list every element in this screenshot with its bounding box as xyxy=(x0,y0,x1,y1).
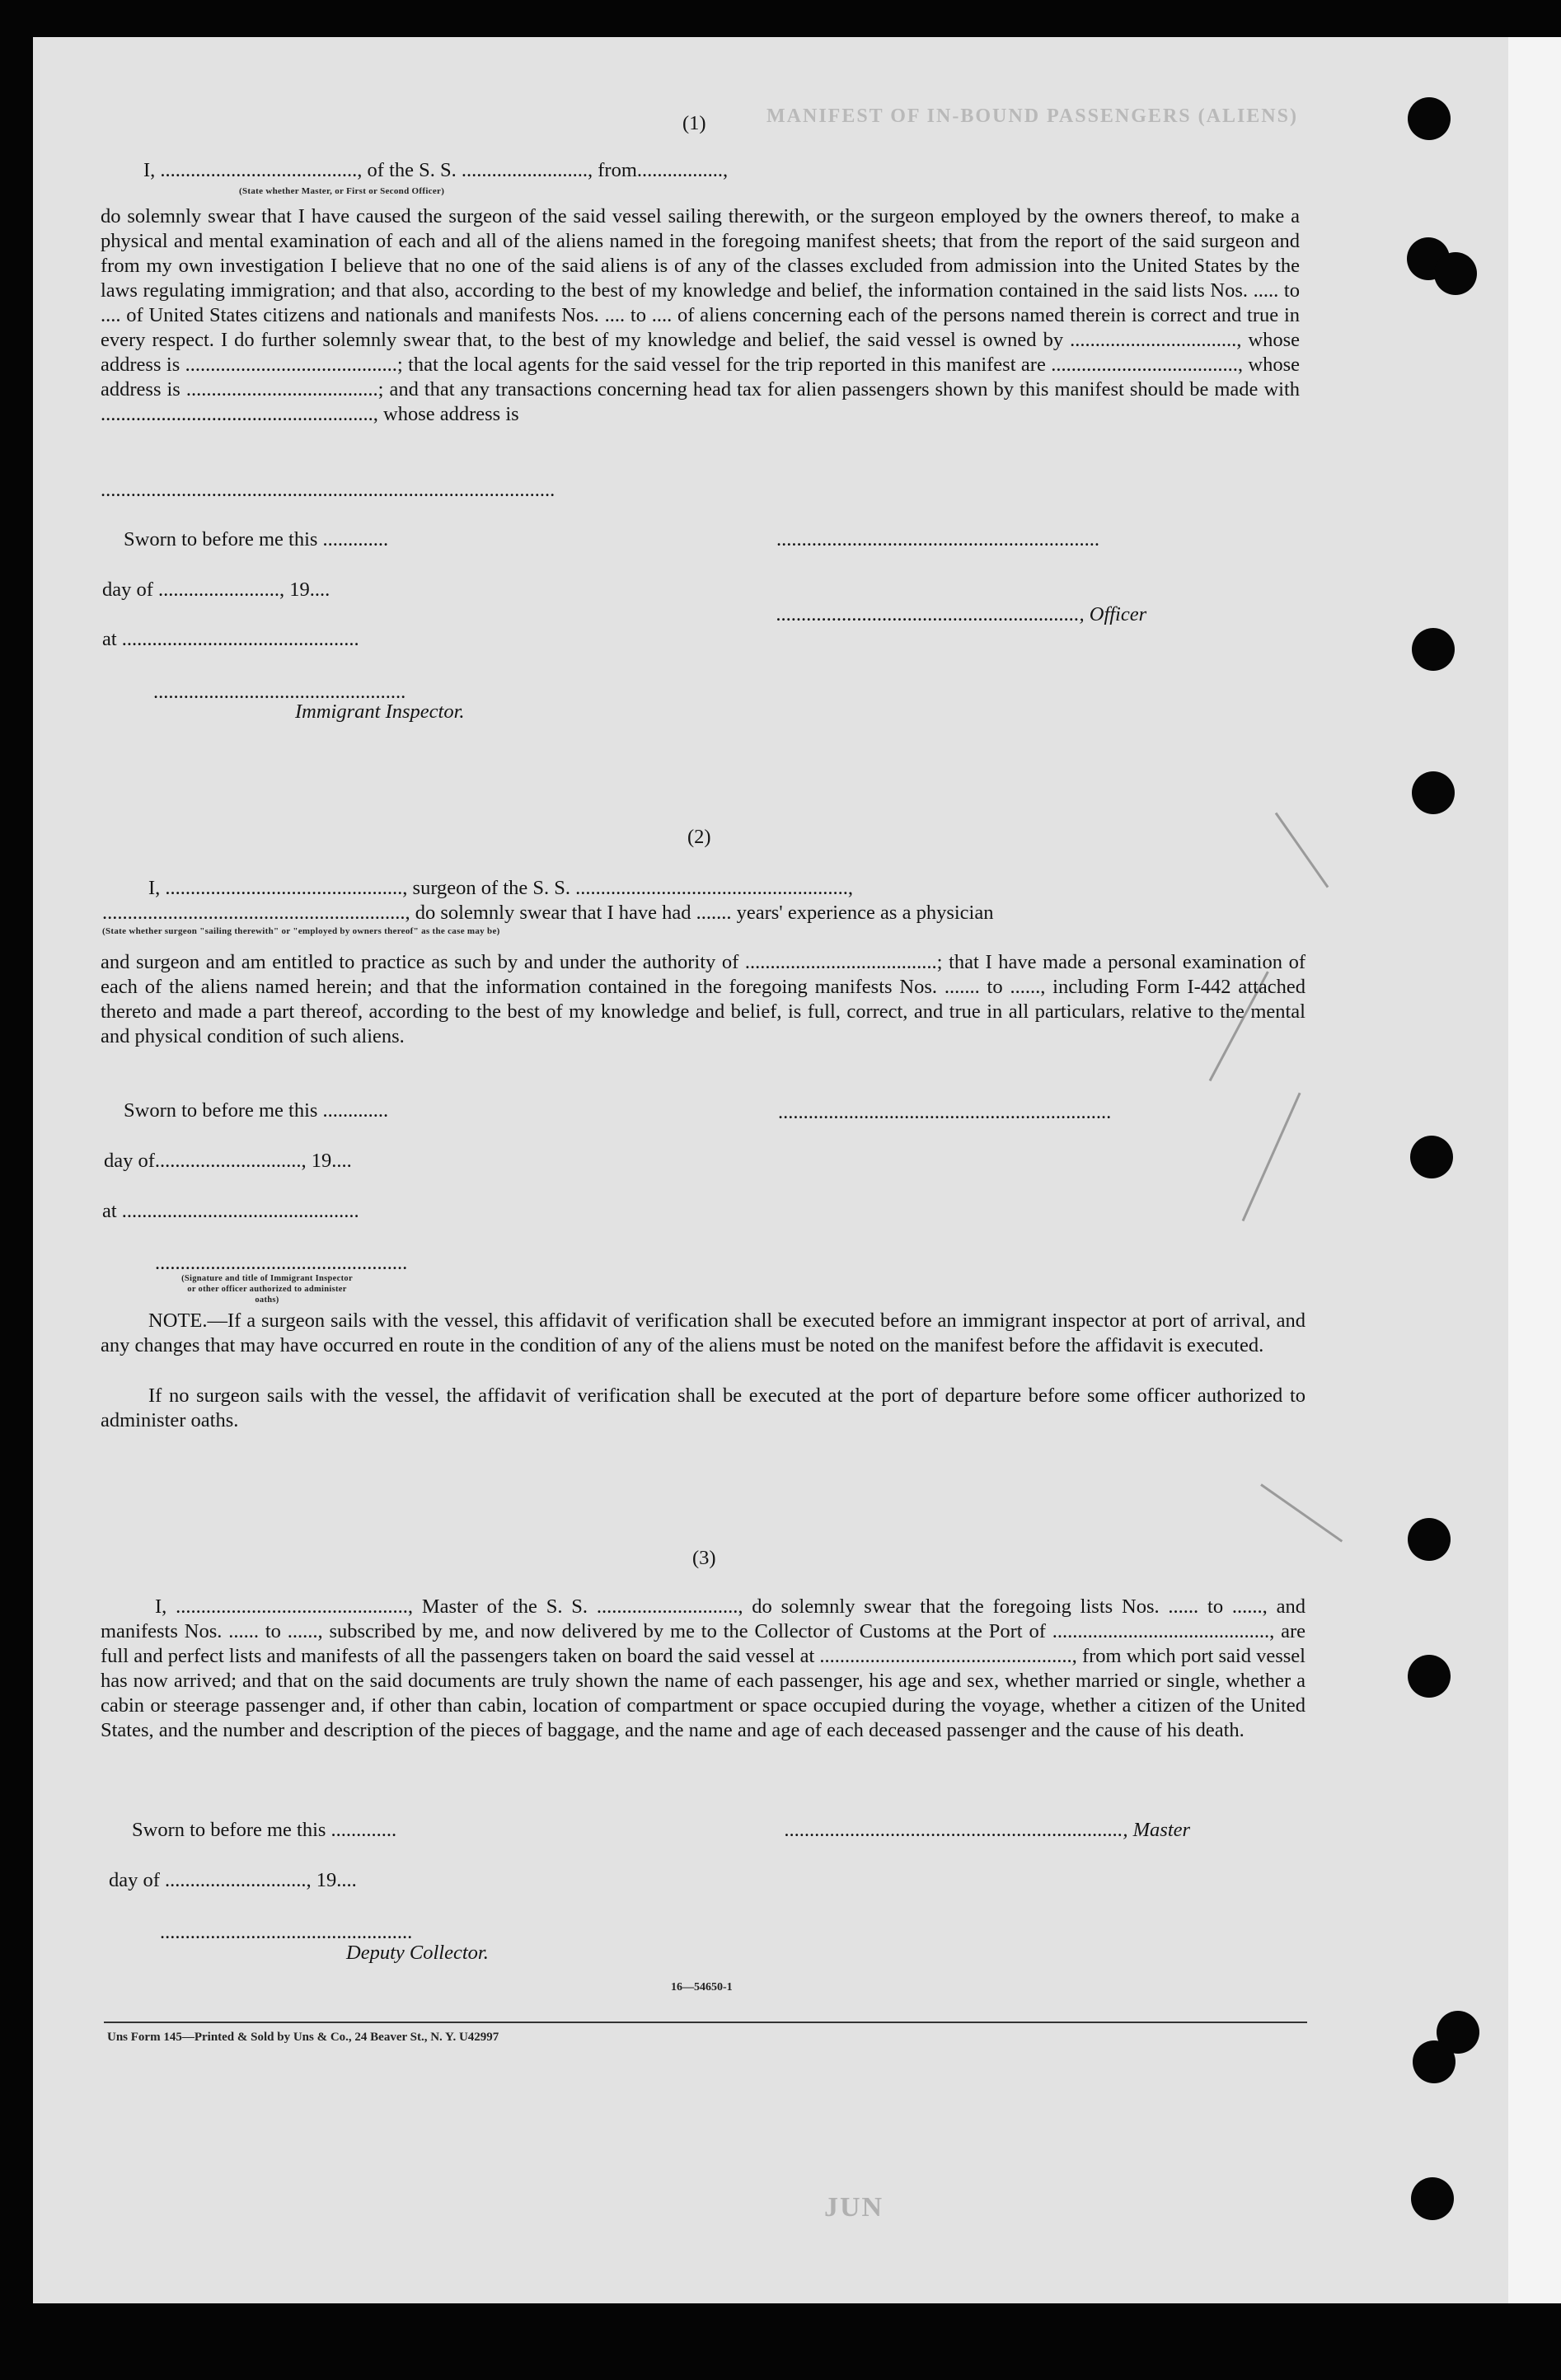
punch-hole xyxy=(1413,2040,1456,2083)
printer-footer: Uns Form 145—Printed & Sold by Uns & Co., 24 Beaver St., N. Y. U42997 xyxy=(107,2031,499,2044)
section-2-number: (2) xyxy=(687,826,711,848)
section-1-body: do solemnly swear that I have caused the surgeon of the said vessel sailing therewith, or the surgeon employed by the owners thereof, to make a physical and mental examination of each and all of the aliens named in the foregoing manifest sheets; that from the report of the said surgeon and from my own investigation I believe that no one of the said aliens is of any of the classes excluded from admission into the United States by the laws regulating immigration; and that also, according to the best of my knowledge and belief, the information contained in the said lists Nos. ..... to .... of United States citizens and nationals and manifests Nos. .... to .... of aliens concerning each of the persons named therein is correct and true in every respect. I do further solemnly swear that, to the best of my knowledge and belief, the said vessel is owned by ................................., whose address is ..........................................; that the local agents for the said vessel for the trip reported in this manifest are ....................................., whose address is ......................................; and that any transactions concerning head tax for alien passengers shown by this manifest should be made with ......................................................, whose address is xyxy=(101,205,1300,425)
punch-hole xyxy=(1408,97,1451,140)
punch-hole xyxy=(1410,1136,1453,1178)
section-1-number: (1) xyxy=(682,112,706,134)
section-2-note: (State whether surgeon "sailing therewith" or "employed by owners thereof" as the case may be) xyxy=(102,926,500,936)
section-2-note-paragraph-2: If no surgeon sails with the vessel, the affidavit of verification shall be executed at the port of departure before some officer authorized to administer oaths. xyxy=(101,1384,1306,1431)
section-1-trailing-dots: .......................................................................................... xyxy=(101,479,555,501)
section-1-inspector-title: Immigrant Inspector. xyxy=(295,700,465,723)
section-1-day: day of ........................, 19.... xyxy=(102,579,330,601)
section-1-inspector-line: .................................................. xyxy=(153,681,406,703)
section-2-line1: I, ..............................................., surgeon of the S. S. ......................................................, xyxy=(148,877,853,899)
section-2-day: day of............................., 19.... xyxy=(104,1150,352,1172)
form-number: 16—54650-1 xyxy=(671,1981,733,1993)
section-2-note-paragraph-1: NOTE.—If a surgeon sails with the vessel, this affidavit of verification shall be executed before an immigrant inspector at port of arrival, and any changes that may have occurred en route in the condition of any of the aliens must be noted on the manifest before the affidavit is executed. xyxy=(101,1309,1306,1356)
section-2-at: at ............................................... xyxy=(102,1200,359,1222)
section-1-line1: I, ......................................., of the S. S. ........................., from................., xyxy=(143,159,729,181)
section-1-at: at ............................................... xyxy=(102,628,359,650)
punch-hole xyxy=(1412,628,1455,671)
section-2-sworn-line: .................................................................. xyxy=(778,1101,1112,1123)
punch-hole xyxy=(1408,1655,1451,1698)
section-2-sig-note: (Signature and title of Immigrant Inspector or other officer authorized to administer oaths) xyxy=(181,1274,353,1305)
faint-header: MANIFEST OF IN-BOUND PASSENGERS (ALIENS) xyxy=(766,105,1298,127)
section-1-note: (State whether Master, or First or Second Officer) xyxy=(239,186,445,196)
section-3-collector-title: Deputy Collector. xyxy=(346,1942,489,1964)
footer-rule xyxy=(104,2022,1307,2023)
section-1-officer: ............................................................, Officer xyxy=(776,603,1147,625)
section-3-body: I, .............................................., Master of the S. S. ............................, do solemnly swear that the foregoing lists Nos. ...... to ......, and manifests Nos. ...... to ......, subscribed by me, and now delivered by me to the Collector of Customs at the Port of ..........................................., are full and perfect lists and manifests of all the passengers taken on board the said vessel at .................................................., from which port said vessel has now arrived; and that on the said documents are truly shown the name of each passenger, his age and sex, whether married or single, whether a cabin or steerage passenger and, if other than cabin, location of compartment or space occupied during the voyage, whether a citizen of the United States, and the number and description of the pieces of baggage, and the name and age of each deceased passenger and the cause of his death. xyxy=(101,1595,1306,1741)
section-1-sworn: Sworn to before me this ............. xyxy=(124,528,389,550)
section-2-line2: ............................................................, do solemnly swear that I have had ....... years' experience as a physician xyxy=(102,902,994,924)
punch-hole xyxy=(1411,2177,1454,2220)
section-3-day: day of ............................, 19.... xyxy=(109,1869,357,1891)
section-1-sworn-line: ................................................................ xyxy=(776,528,1099,550)
section-2-body: and surgeon and am entitled to practice as such by and under the authority of ......................................; that I have made a personal examination of each of the aliens named herein; and that the information contained in the foregoing manifests Nos. ....... to ......, including Form I-442 attached thereto and made a part thereof, according to the best of my knowledge and belief, is full, correct, and true in all particulars, relative to the mental and physical condition of such aliens. xyxy=(101,951,1306,1047)
section-2-sworn: Sworn to before me this ............. xyxy=(124,1099,389,1122)
section-2-sig-line: .................................................. xyxy=(155,1252,408,1274)
binding-strip xyxy=(1508,37,1561,2303)
punch-hole xyxy=(1434,252,1477,295)
section-3-sworn: Sworn to before me this ............. xyxy=(132,1819,397,1841)
section-3-master: ..................................................................., Master xyxy=(785,1819,1191,1841)
section-3-collector-line: .................................................. xyxy=(160,1921,413,1943)
punch-hole xyxy=(1408,1518,1451,1561)
punch-hole xyxy=(1412,771,1455,814)
section-3-number: (3) xyxy=(692,1547,716,1569)
faint-stamp: JUN xyxy=(824,2192,884,2223)
